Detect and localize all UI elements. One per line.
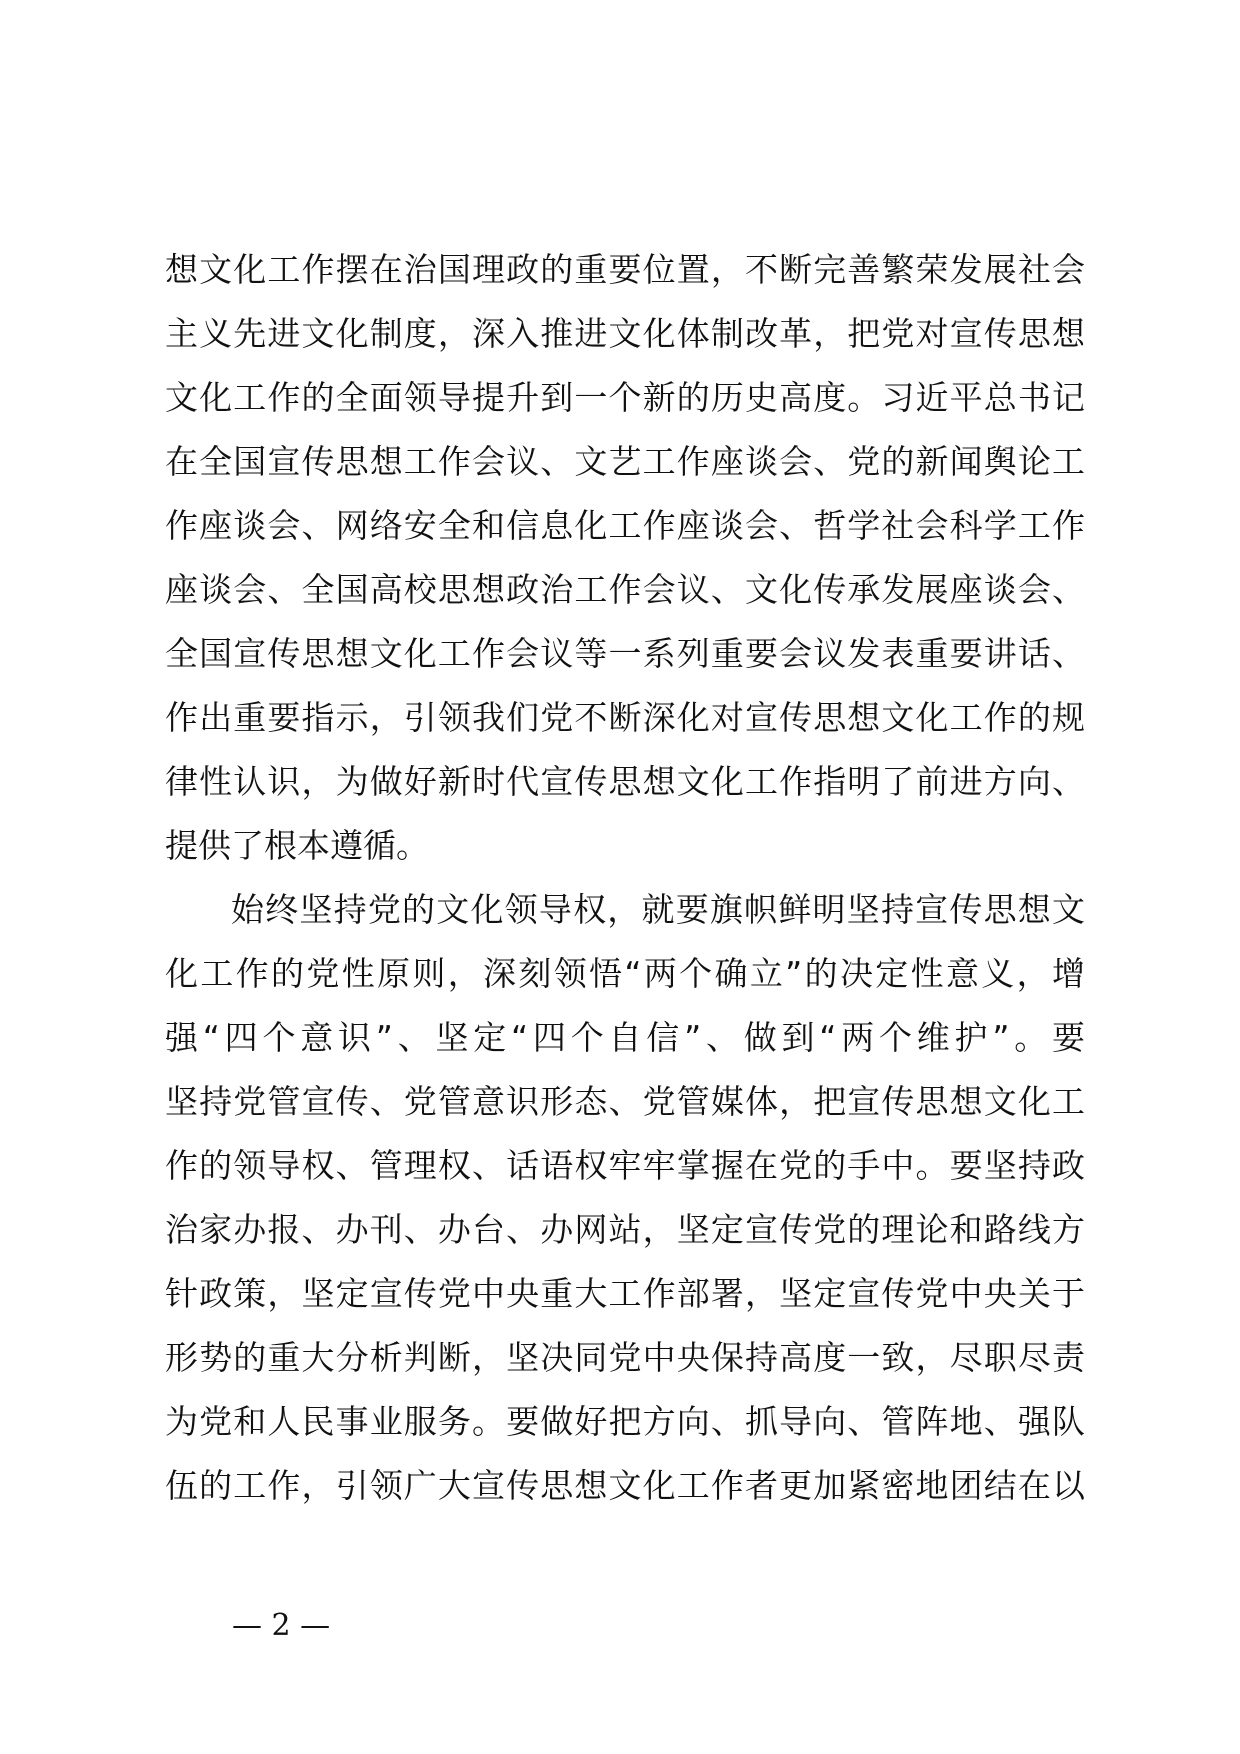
page-number: — 2 —: [232, 1608, 331, 1643]
text-line: 文化工作的全面领导提升到一个新的历史高度。习近平总书记: [165, 378, 1085, 417]
text-line: 坚持党管宣传、党管意识形态、党管媒体，把宣传思想文化工: [165, 1082, 1085, 1121]
text-line: 主义先进文化制度，深入推进文化体制改革，把党对宣传思想: [165, 314, 1085, 353]
text-line: 强“四个意识”、坚定“四个自信”、做到“两个维护”。要: [165, 1018, 1085, 1057]
text-line: 治家办报、办刊、办台、办网站，坚定宣传党的理论和路线方: [165, 1210, 1085, 1249]
text-line: 化工作的党性原则，深刻领悟“两个确立”的决定性意义，增: [165, 954, 1085, 993]
text-line: 作的领导权、管理权、话语权牢牢掌握在党的手中。要坚持政: [165, 1146, 1085, 1185]
text-line: 为党和人民事业服务。要做好把方向、抓导向、管阵地、强队: [165, 1402, 1085, 1441]
text-line: 作座谈会、网络安全和信息化工作座谈会、哲学社会科学工作: [165, 506, 1085, 545]
paragraph-2: [165, 878, 1085, 1518]
text-line: 形势的重大分析判断，坚决同党中央保持高度一致，尽职尽责: [165, 1338, 1085, 1377]
text-line: 座谈会、全国高校思想政治工作会议、文化传承发展座谈会、: [165, 570, 1085, 609]
text-line: 作出重要指示，引领我们党不断深化对宣传思想文化工作的规: [165, 698, 1085, 737]
text-line: 提供了根本遵循。: [165, 826, 429, 865]
body-text: [165, 238, 1085, 1518]
paragraph-1: [165, 238, 1085, 878]
text-line: 全国宣传思想文化工作会议等一系列重要会议发表重要讲话、: [165, 634, 1085, 673]
text-line: 律性认识，为做好新时代宣传思想文化工作指明了前进方向、: [165, 762, 1085, 801]
text-line: 在全国宣传思想工作会议、文艺工作座谈会、党的新闻舆论工: [165, 442, 1085, 481]
text-line: 伍的工作，引领广大宣传思想文化工作者更加紧密地团结在以: [165, 1466, 1085, 1505]
text-line: 始终坚持党的文化领导权，就要旗帜鲜明坚持宣传思想文: [231, 890, 1085, 929]
text-line: 想文化工作摆在治国理政的重要位置，不断完善繁荣发展社会: [165, 250, 1085, 289]
text-line: 针政策，坚定宣传党中央重大工作部署，坚定宣传党中央关于: [165, 1274, 1085, 1313]
